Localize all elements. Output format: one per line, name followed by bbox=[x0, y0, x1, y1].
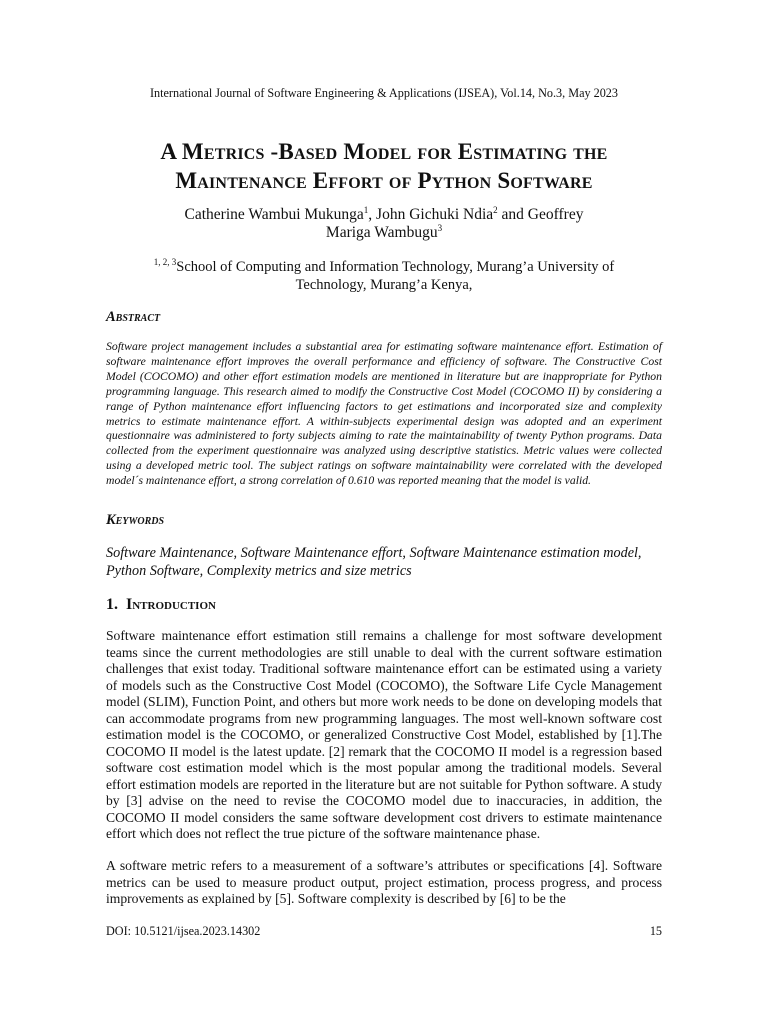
paper-title bbox=[60, 137, 708, 195]
author-2: John Gichuki Ndia bbox=[376, 206, 494, 223]
author-separator-2: and Geoffrey bbox=[497, 206, 584, 223]
section-number: 1. bbox=[106, 596, 118, 613]
affiliation bbox=[100, 258, 668, 294]
author-list bbox=[100, 206, 668, 242]
abstract-text: Software project management includes a substantial area for estimating software maintenance effort. Estimation of software maintenance effort improves the overall performance and efficiency of software. The Constructive Cost Model (COCOMO) and other effort estimation models are mentioned in literature but are inappropriate for Python programming language. This research aimed to modify the Constructive Cost Model (COCOMO II) by considering a range of Python maintenance effort influencing factors to get estimations and incorporated size and complexity metrics to estimate maintenance effort. A within-subjects experimental design was adopted and an experiment questionnaire was administered to forty subjects aiming to rate the maintainability of twenty Python programs. Data collected from the experiment questionnaire was analyzed using descriptive statistics. Metric values were collected using a developed metric tool. The subject ratings on software maintainability were correlated with the developed model´s maintenance effort, a strong correlation of 0.610 was reported meaning that the model is valid. bbox=[106, 340, 662, 488]
title-line-1: A Metrics -Based Model for Estimating the bbox=[160, 139, 608, 164]
keywords-text: Software Maintenance, Software Maintenance effort, Software Maintenance estimation model, Python Software, Complexity metrics and size metrics bbox=[106, 545, 642, 579]
author-1: Catherine Wambui Mukunga bbox=[184, 206, 364, 223]
section-heading-introduction bbox=[106, 596, 216, 614]
affiliation-line-2: Technology, Murang’a Kenya, bbox=[295, 277, 473, 293]
intro-paragraph-1: Software maintenance effort estimation still remains a challenge for most software development teams since the current methodologies are still unable to deal with the current software estimation challenges that exist today. Traditional software maintenance effort can be estimated using a variety of models such as the Constructive Cost Model (COCOMO), the Software Life Cycle Management model (SLIM), Function Point, and others but more work needs to be done on developing models that can accommodate programs from new programming languages. The most well-known software cost estimation model is the COCOMO, or generalized Constructive Cost Model, established by [1].The COCOMO II model is the latest update. [2] remark that the COCOMO II model is a regression based software cost estimation model which is the most popular among the traditional models. Several effort estimation models are reported in the literature but are not suitable for Python software. A study by [3] advise on the need to revise the COCOMO model due to inaccuracies, in addition, the COCOMO II model considers the same software development cost drivers to estimate maintenance effort which does not reflect the true picture of the software maintenance phase. bbox=[106, 628, 662, 841]
affiliation-sup: 1, 2, 3 bbox=[153, 257, 177, 268]
section-title: Introduction bbox=[126, 596, 216, 613]
author-2-sup: 2 bbox=[493, 204, 498, 215]
journal-header: International Journal of Software Engineering & Applications (IJSEA), Vol.14, No.3, May 2023 bbox=[149, 86, 618, 100]
author-separator: , bbox=[368, 206, 377, 223]
abstract-heading: Abstract bbox=[106, 309, 161, 325]
footer-doi: DOI: 10.5121/ijsea.2023.14302 bbox=[106, 924, 261, 938]
author-3: Mariga Wambugu bbox=[325, 224, 438, 241]
intro-paragraph-2: A software metric refers to a measurement of a software’s attributes or specifications [4]. Software metrics can be used to measure product output, project estimation, process progress, and process improvements as explained by [5]. Software complexity is described by [6] to be the bbox=[106, 858, 662, 906]
page-number: 15 bbox=[649, 924, 662, 938]
keywords-heading: Keywords bbox=[106, 512, 165, 528]
title-line-2: Maintenance Effort of Python Software bbox=[175, 168, 593, 193]
affiliation-line-1: School of Computing and Information Technology, Murang’a University of bbox=[176, 259, 615, 275]
author-1-sup: 1 bbox=[363, 204, 369, 215]
author-3-sup: 3 bbox=[437, 222, 443, 233]
